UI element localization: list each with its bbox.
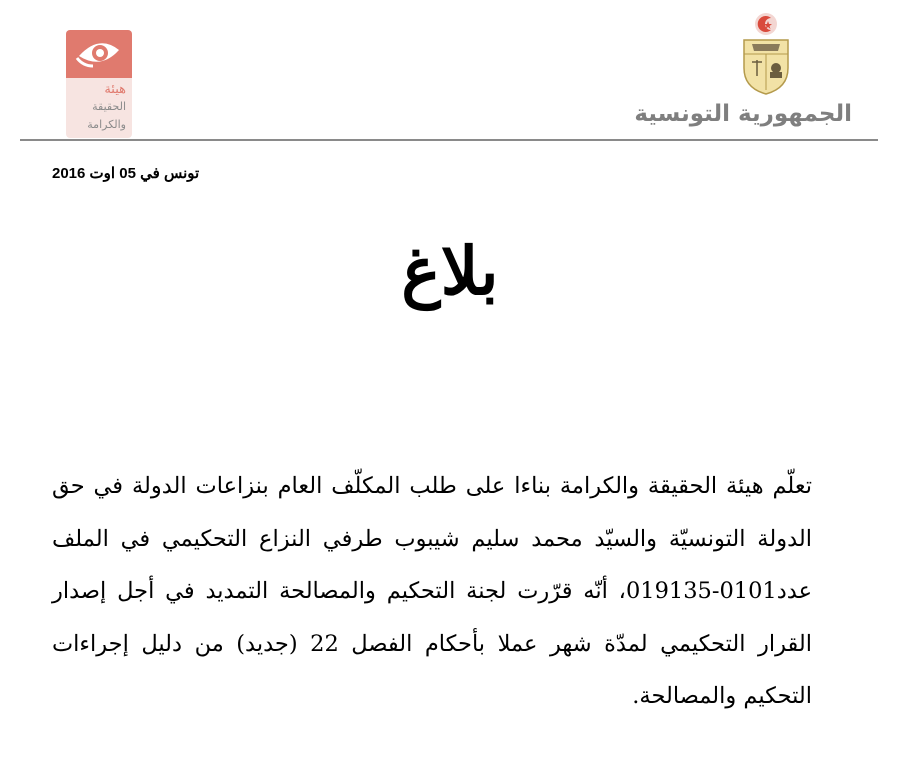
document-body: تعلّم هيئة الحقيقة والكرامة بناءا على طلب المكلّف العام بنزاعات الدولة في حق الدولة التونسيّة والسيّد محمد سليم شيبوب طرفي النزاع التحكيمي في الملف عدد0101-019135، أنّه قرّرت لجنة التحكيم والمصالحة التمديد في أجل إصدار القرار التحكيمي لمدّة شهر عملا بأحكام الفصل 22 (جديد) من دليل إجراءات التحكيم والمصالحة. bbox=[52, 473, 812, 709]
letterhead bbox=[0, 0, 900, 142]
truth-dignity-commission-logo bbox=[66, 30, 132, 138]
document-date: تونس في 05 اوت 2016 bbox=[52, 165, 200, 182]
logo-text-line1: هيئة bbox=[104, 82, 126, 97]
logo-text-line2: الحقيقة bbox=[92, 100, 126, 113]
tunisia-coat-of-arms-icon bbox=[738, 10, 794, 96]
eye-icon bbox=[75, 36, 123, 72]
header-divider bbox=[20, 139, 878, 141]
document-title: بلاغ bbox=[401, 232, 499, 310]
logo-text-line3: والكرامة bbox=[87, 118, 126, 131]
republic-title: الجمهورية التونسية bbox=[634, 101, 852, 127]
